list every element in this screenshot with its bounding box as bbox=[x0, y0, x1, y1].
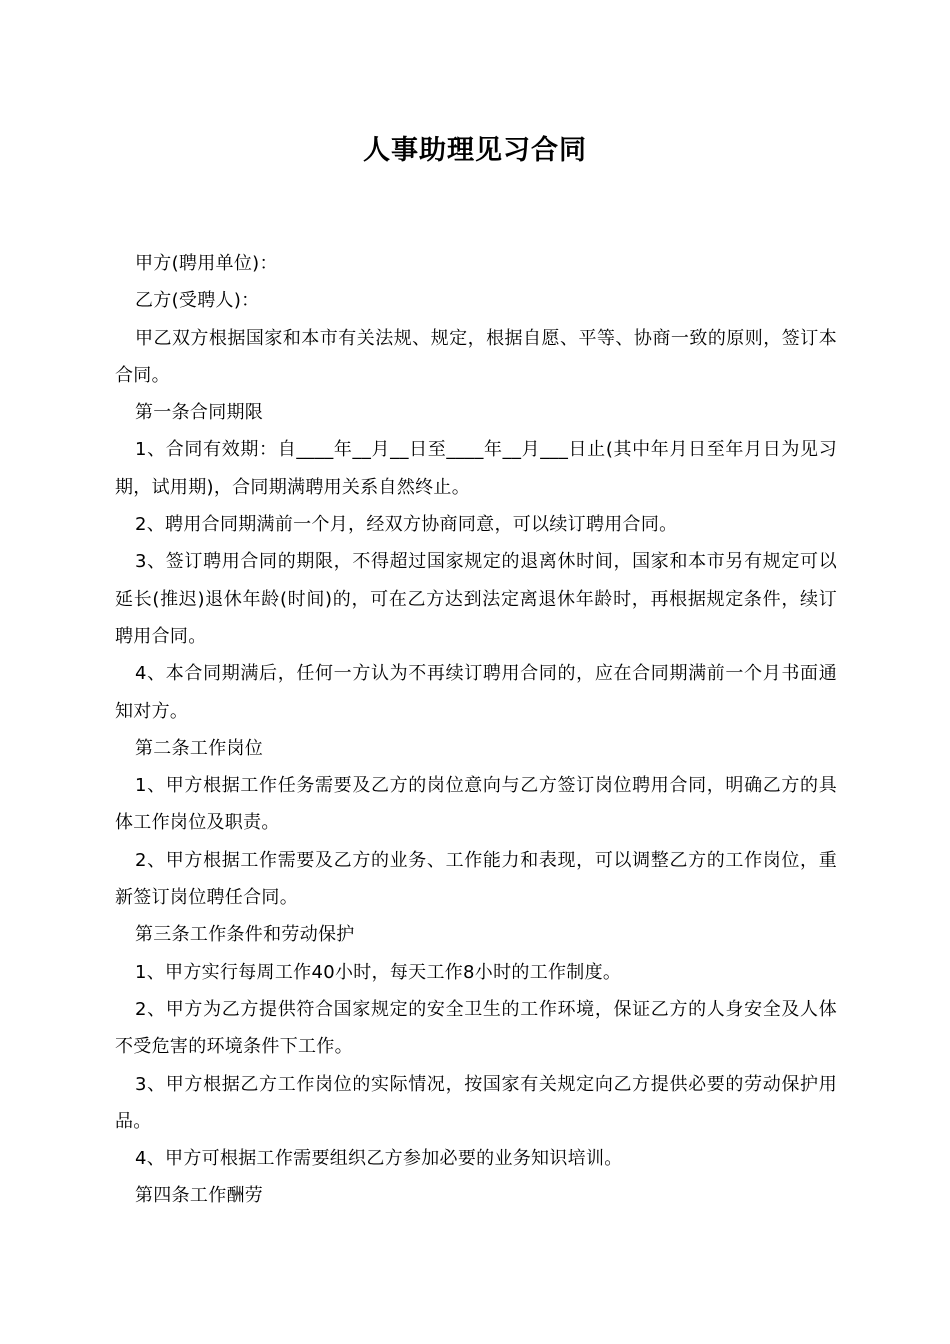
article-2-heading: 第二条工作岗位 bbox=[135, 737, 264, 759]
article-1-clause-2: 2、聘用合同期满前一个月，经双方协商同意，可以续订聘用合同。 bbox=[135, 514, 678, 536]
article-2-clause-2: 2、甲方根据工作需要及乙方的业务、工作能力和表现，可以调整乙方的工作岗位，重新签订岗位聘任合同。 bbox=[115, 849, 837, 909]
party-b-line: 乙方(受聘人)： bbox=[135, 290, 260, 312]
article-2-clause-1: 1、甲方根据工作任务需要及乙方的岗位意向与乙方签订岗位聘用合同，明确乙方的具体工作岗位及职责。 bbox=[115, 775, 837, 834]
article-3-clause-2: 2、甲方为乙方提供符合国家规定的安全卫生的工作环境，保证乙方的人身安全及人体不受危害的环境条件下工作。 bbox=[115, 998, 837, 1058]
document-body bbox=[115, 245, 837, 1215]
article-3-clause-4: 4、甲方可根据工作需要组织乙方参加必要的业务知识培训。 bbox=[135, 1148, 623, 1170]
article-3-heading: 第三条工作条件和劳动保护 bbox=[135, 924, 355, 946]
article-1-clause-3: 3、签订聘用合同的期限，不得超过国家规定的退离休时间，国家和本市另有规定可以延长(推迟)退休年龄(时间)的，可在乙方达到法定离退休年龄时，再根据规定条件，续订聘用合同。 bbox=[115, 551, 837, 647]
document-title: 人事助理见习合同 bbox=[363, 135, 587, 166]
party-a-line: 甲方(聘用单位)： bbox=[135, 253, 278, 274]
article-1-clause-1: 1、合同有效期：自____年__月__日至____年__月___日止(其中年月日至年月日为见习期，试用期)，合同期满聘用关系自然终止。 bbox=[115, 439, 837, 498]
article-3-clause-1: 1、甲方实行每周工作40小时，每天工作8小时的工作制度。 bbox=[135, 961, 622, 983]
article-3-clause-3: 3、甲方根据乙方工作岗位的实际情况，按国家有关规定向乙方提供必要的劳动保护用品。 bbox=[115, 1073, 837, 1132]
preamble-paragraph: 甲乙双方根据国家和本市有关法规、规定，根据自愿、平等、协商一致的原则，签订本合同。 bbox=[115, 327, 837, 386]
article-1-clause-4: 4、本合同期满后，任何一方认为不再续订聘用合同的，应在合同期满前一个月书面通知对方。 bbox=[115, 663, 837, 722]
article-4-heading: 第四条工作酬劳 bbox=[135, 1185, 264, 1207]
article-1-heading: 第一条合同期限 bbox=[135, 402, 264, 424]
